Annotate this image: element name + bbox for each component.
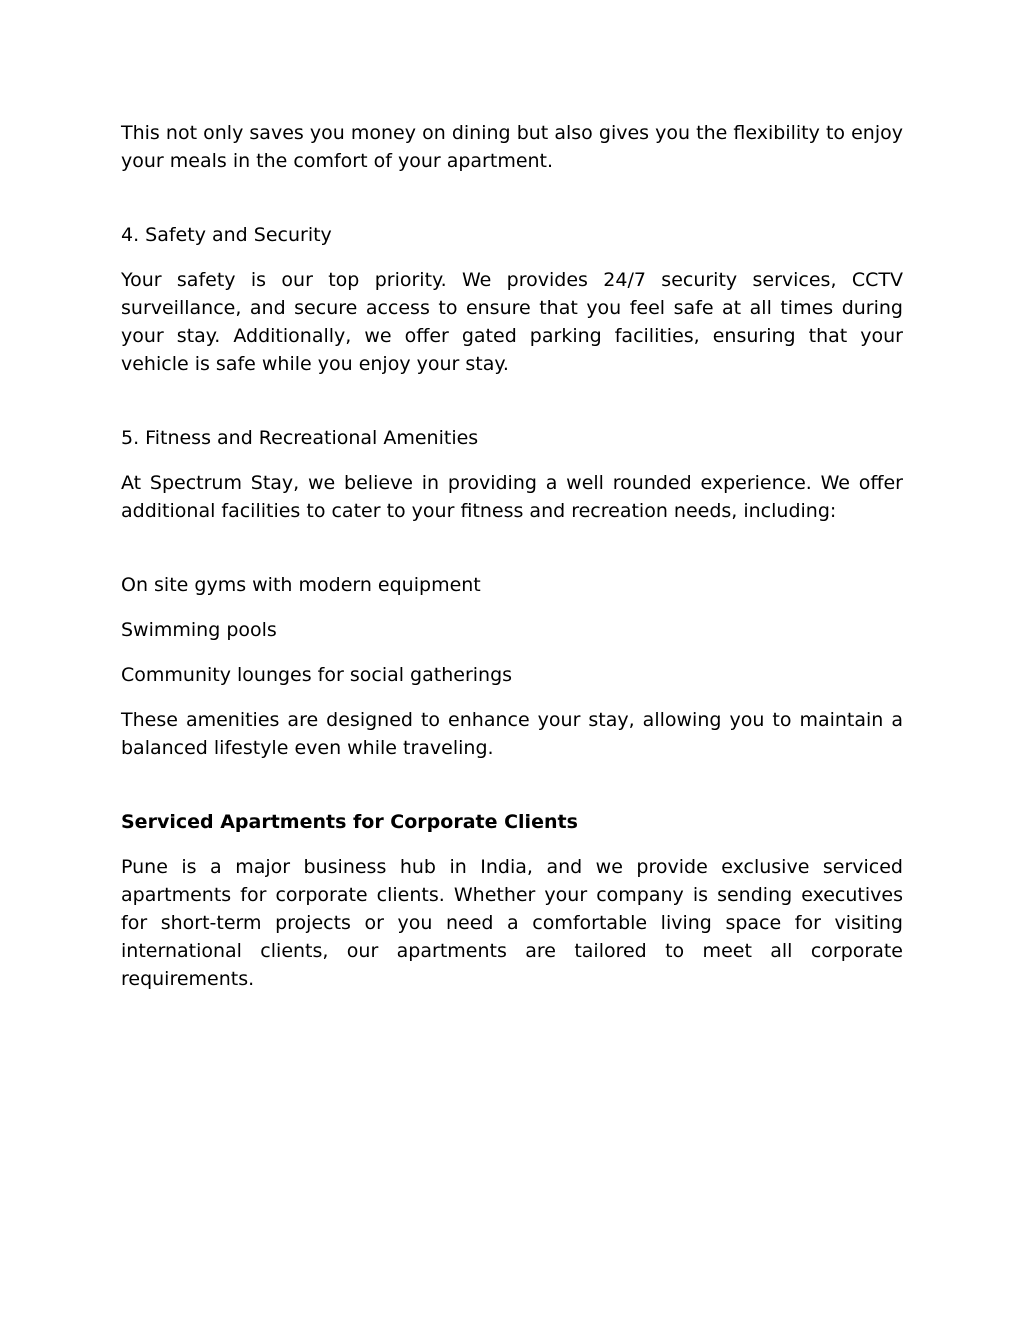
safety-heading: 4. Safety and Security [121, 224, 332, 246]
amenities-summary-paragraph: These amenities are designed to enhance your stay, allowing you to maintain a balanced lifestyle even while traveling. [121, 709, 903, 759]
amenity-item: On site gyms with modern equipment [121, 574, 481, 596]
intro-paragraph: This not only saves you money on dining but also gives you the flexibility to enjoy your meals in the comfort of your apartment. [121, 122, 903, 172]
corporate-paragraph: Pune is a major business hub in India, and we provide exclusive serviced apartments for corporate clients. Whether your company is sending executives for short-term projects or you need a comfortable living space for visiting international clients, our apartments are tailored to meet all corporate requirements. [121, 856, 903, 990]
fitness-heading: 5. Fitness and Recreational Amenities [121, 427, 479, 449]
document-body [121, 119, 903, 993]
amenity-item: Community lounges for social gatherings [121, 664, 513, 686]
fitness-paragraph: At Spectrum Stay, we believe in providing a well rounded experience. We offer additional facilities to cater to your fitness and recreation needs, including: [121, 472, 903, 522]
amenity-item: Swimming pools [121, 619, 277, 641]
safety-paragraph: Your safety is our top priority. We provides 24/7 security services, CCTV surveillance, and secure access to ensure that you feel safe at all times during your stay. Additionally, we offer gated parking facilities, ensuring that your vehicle is safe while you enjoy your stay. [121, 269, 903, 375]
corporate-heading: Serviced Apartments for Corporate Clients [121, 811, 578, 833]
